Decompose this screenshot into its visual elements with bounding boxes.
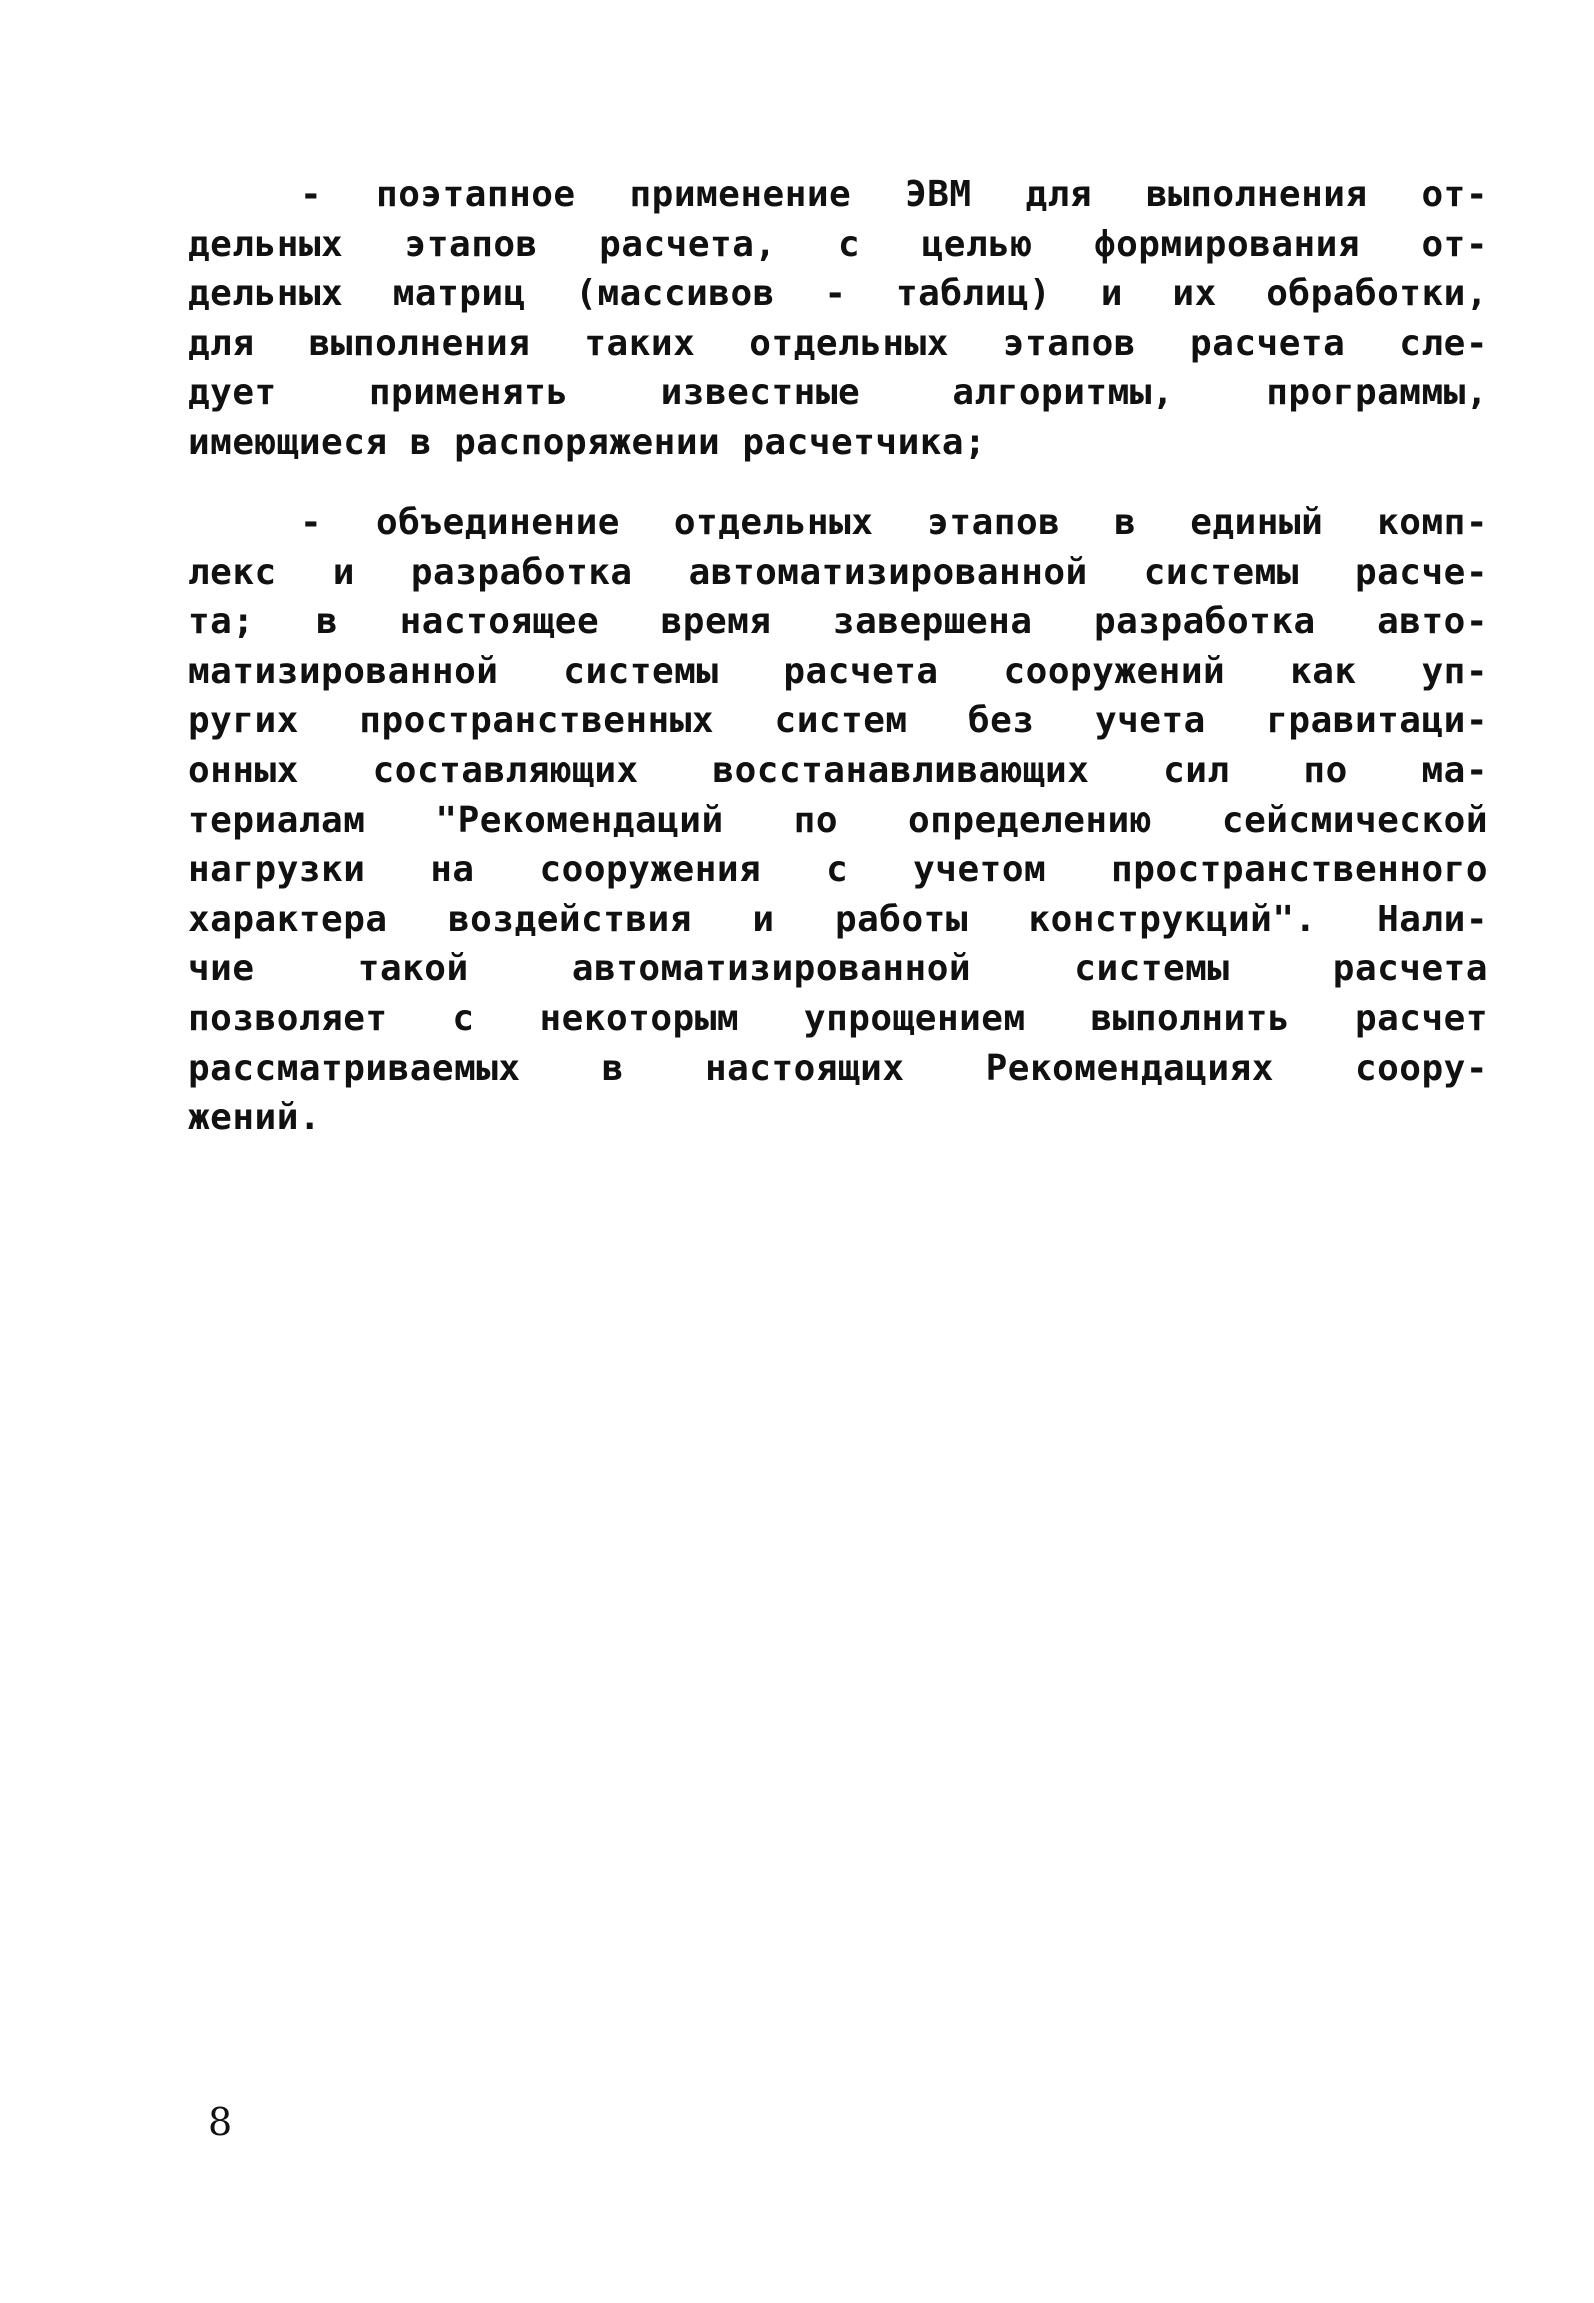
text-line: матизированной системы расчета сооружений как уп-	[188, 650, 1488, 692]
text-line: характера воздействия и работы конструкций". Нали-	[188, 898, 1488, 940]
page-number: 8	[208, 2100, 233, 2144]
text-line: жений.	[188, 1097, 322, 1139]
text-line: имеющиеся в распоряжении расчетчика;	[188, 421, 987, 463]
paragraph-automated-system	[188, 498, 1488, 1143]
text-line: позволяет с некоторым упрощением выполнить расчет	[188, 997, 1488, 1039]
text-line: дельных матриц (массивов - таблиц) и их обработки,	[188, 273, 1488, 315]
text-line: для выполнения таких отдельных этапов расчета сле-	[188, 322, 1488, 364]
text-line: лекс и разработка автоматизированной системы расче-	[188, 551, 1488, 593]
text-line: онных составляющих восстанавливающих сил по ма-	[188, 749, 1488, 791]
text-line: ругих пространственных систем без учета гравитаци-	[188, 700, 1488, 742]
text-line: териалам "Рекомендаций по определению сейсмической	[188, 799, 1488, 841]
text-line: дельных этапов расчета, с целью формирования от-	[188, 223, 1488, 265]
text-line: - объединение отдельных этапов в единый комп-	[300, 502, 1488, 543]
text-line: та; в настоящее время завершена разработка авто-	[188, 601, 1488, 643]
text-line: дует применять известные алгоритмы, программы,	[188, 372, 1488, 414]
paragraph-stepwise-computer-use	[188, 170, 1488, 468]
text-line: нагрузки на сооружения с учетом пространственного	[188, 849, 1488, 891]
text-line: рассматриваемых в настоящих Рекомендациях соору-	[188, 1047, 1488, 1089]
text-line: - поэтапное применение ЭВМ для выполнения от-	[300, 174, 1488, 215]
text-line: чие такой автоматизированной системы расчета	[188, 948, 1488, 990]
